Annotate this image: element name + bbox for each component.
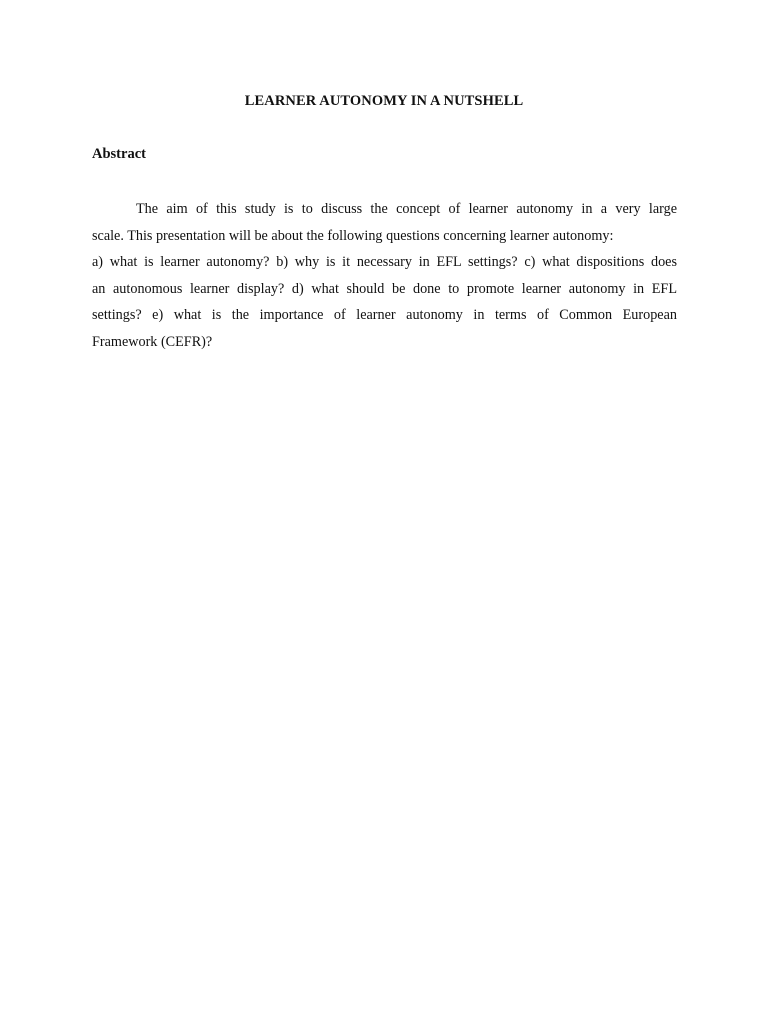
abstract-paragraph — [92, 196, 677, 355]
abstract-heading: Abstract — [92, 146, 146, 162]
abstract-line: The aim of this study is to discuss the concept of learner autonomy in a very large — [136, 201, 677, 217]
paper-title: LEARNER AUTONOMY IN A NUTSHELL — [244, 93, 524, 109]
abstract-line: Framework (CEFR)? — [92, 333, 213, 350]
abstract-line: a) what is learner autonomy? b) why is it necessary in EFL settings? c) what dispositions does — [92, 254, 677, 270]
abstract-line: scale. This presentation will be about the following questions concerning learner autonomy: — [92, 227, 614, 244]
abstract-line: an autonomous learner display? d) what should be done to promote learner autonomy in EFL — [92, 280, 677, 297]
abstract-line: settings? e) what is the importance of learner autonomy in terms of Common European — [92, 307, 677, 323]
